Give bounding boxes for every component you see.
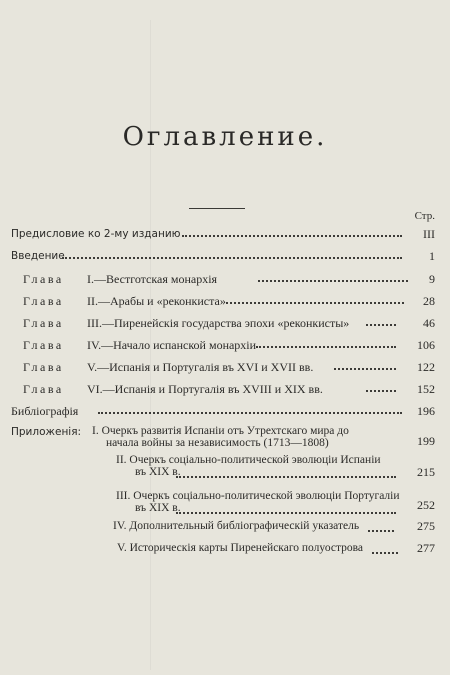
chapter-page: 46 <box>423 316 435 330</box>
appendix-title-line: IV. Дополнительный библіографическій указатель <box>113 520 360 532</box>
chapter-title: V.—Испанія и Португалія въ XVI и XVII вв. <box>87 360 314 374</box>
appendix-page: 252 <box>417 498 435 512</box>
chapter-label: Глава <box>23 382 64 396</box>
page-column-header: Стр. <box>414 210 435 222</box>
chapter-title: II.—Арабы и «реконкиста» <box>87 294 226 308</box>
appendix-title-line: I. Очеркъ развитія Испаніи отъ Утрехтскаго мира до <box>92 425 349 437</box>
chapter-page: 28 <box>423 294 435 308</box>
appendices-label: Приложенія: <box>11 426 82 438</box>
toc-entry-page: 196 <box>417 404 435 418</box>
chapter-label: Глава <box>23 360 64 374</box>
leader-dots <box>366 378 396 392</box>
chapter-label: Глава <box>23 316 64 330</box>
appendix-title-line: II. Очеркъ соціально-политической эволюціи Испаніи <box>116 454 381 466</box>
chapter-label: Глава <box>23 272 64 286</box>
title-divider <box>189 208 245 209</box>
leader-dots <box>256 334 396 348</box>
toc-entry-title: Библіографія <box>11 404 79 418</box>
leader-dots <box>62 245 402 259</box>
chapter-title: III.—Пиренейскія государства эпохи «реконкисты» <box>87 316 350 330</box>
chapter-title: I.—Вестготская монархія <box>87 272 218 286</box>
leader-dots <box>334 356 396 370</box>
appendix-title-line: въ XIX в. <box>135 502 181 514</box>
appendix-page: 199 <box>417 434 435 448</box>
leader-dots <box>98 400 402 414</box>
leader-dots <box>182 223 402 237</box>
chapter-page: 106 <box>417 338 435 352</box>
leader-dots <box>258 268 408 282</box>
leader-dots <box>366 312 396 326</box>
appendix-page: 277 <box>417 541 435 555</box>
chapter-title: IV.—Начало испанской монархіи <box>87 338 257 352</box>
chapter-title: VI.—Испанія и Португалія въ XVIII и XIX вв. <box>87 382 323 396</box>
toc-entry-title: Введение <box>11 250 65 262</box>
leader-dots <box>226 290 404 304</box>
leader-dots <box>372 540 398 554</box>
chapter-label: Глава <box>23 294 64 308</box>
appendix-title-line: V. Историческія карты Пиренейскаго полуострова <box>117 542 364 554</box>
chapter-page: 9 <box>429 272 435 286</box>
toc-entry-page: III <box>423 227 435 241</box>
appendix-title-line: въ XIX в. <box>135 466 181 478</box>
leader-dots <box>176 500 396 514</box>
page-title: Оглавление. <box>122 122 328 152</box>
appendix-title-line: начала войны за независимость (1713—1808) <box>106 437 329 449</box>
appendix-title-line: III. Очеркъ соціально-политической эволюціи Португаліи <box>116 490 400 502</box>
appendix-page: 215 <box>417 465 435 479</box>
toc-entry-title: Предисловие ко 2-му изданию <box>11 228 181 240</box>
chapter-page: 122 <box>417 360 435 374</box>
appendix-page: 275 <box>417 519 435 533</box>
leader-dots <box>176 464 396 478</box>
chapter-label: Глава <box>23 338 64 352</box>
leader-dots <box>368 518 394 532</box>
chapter-page: 152 <box>417 382 435 396</box>
toc-entry-page: 1 <box>429 249 435 263</box>
